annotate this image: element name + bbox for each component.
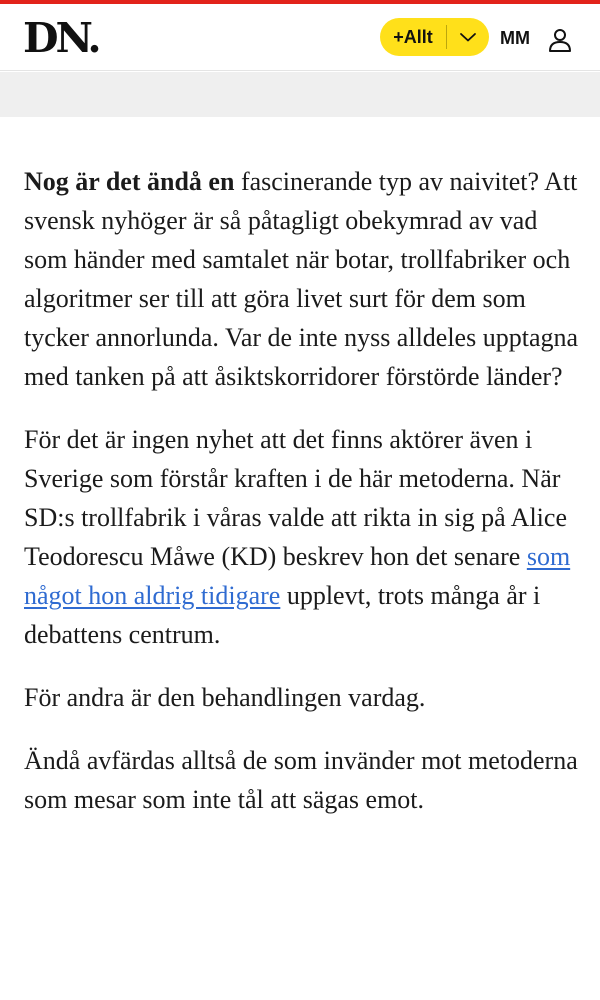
pill-divider xyxy=(446,25,447,49)
ad-placeholder-band xyxy=(0,72,600,117)
dn-logo[interactable]: DN. xyxy=(23,14,99,62)
paragraph-text: För det är ingen nyhet att det finns aktörer även i Sverige som förstår kraften i de här metoderna. När SD:s trollfabrik i våras valde att rikta in sig på Alice Teodorescu Måwe (KD) beskrev hon det senare xyxy=(24,425,567,571)
allt-menu-pill xyxy=(380,18,489,56)
paragraph-text: fascinerande typ av naivitet? Att svensk nyhöger är så påtagligt obekymrad av vad som händer med samtalet när botar, trollfabriker och algoritmer ser till att göra livet surt för dem som tycker annorlunda. Var de inte nyss alldeles upptagna med tanken på att åsiktskorridorer förstörde länder? xyxy=(24,167,579,391)
paragraph-lead: Nog är det ändå en xyxy=(24,167,235,196)
paragraph-2 xyxy=(24,420,584,654)
chevron-down-icon xyxy=(459,31,477,43)
paragraph-3: För andra är den behandlingen vardag. xyxy=(24,683,426,712)
paragraph-text: upplevt, trots många år i debattens centrum. xyxy=(24,581,541,649)
allt-dropdown-button[interactable] xyxy=(447,31,489,43)
article-body xyxy=(24,162,584,843)
allt-button[interactable]: +Allt xyxy=(393,26,433,47)
site-header xyxy=(0,4,600,71)
user-initials[interactable]: MM xyxy=(500,28,530,48)
paragraph-4: Ändå avfärdas alltså de som invänder mot metoderna som mesar som inte tål att sägas emot. xyxy=(24,746,578,814)
user-icon[interactable] xyxy=(547,27,573,53)
inline-article-link[interactable]: som något hon aldrig tidigare xyxy=(24,542,571,610)
paragraph-1 xyxy=(24,162,584,396)
